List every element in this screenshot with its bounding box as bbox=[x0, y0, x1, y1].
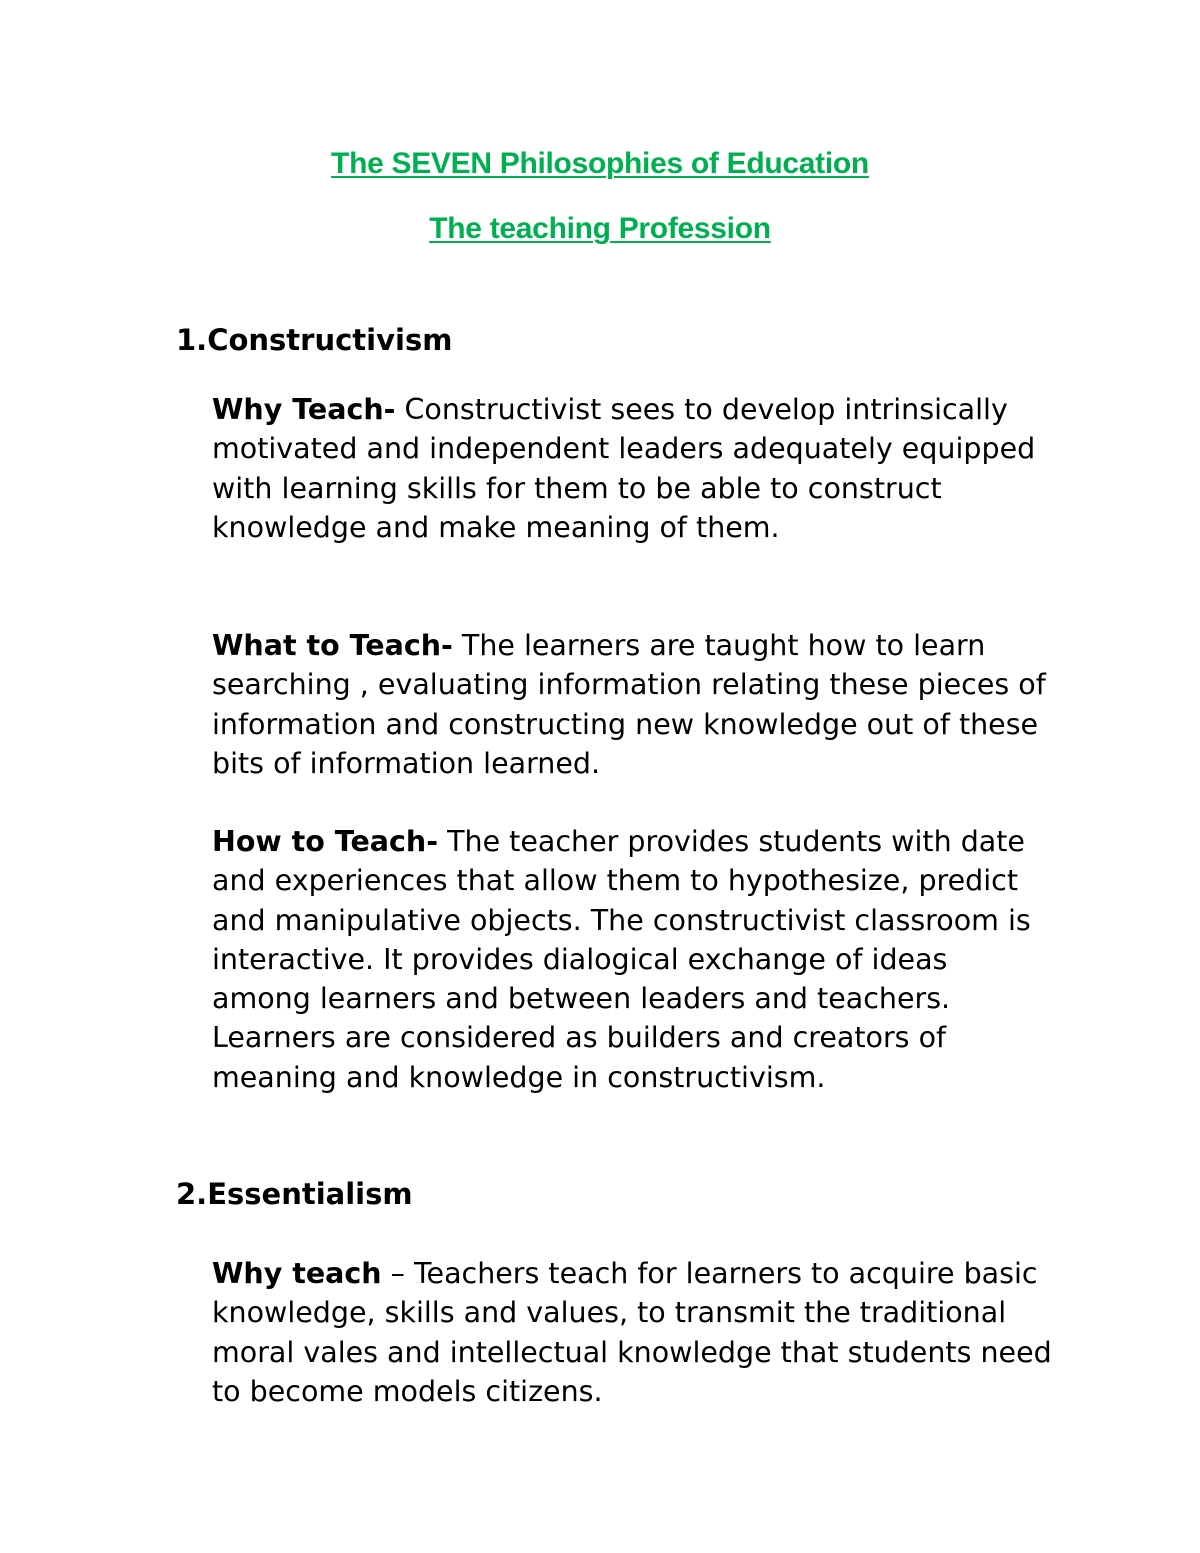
paragraph-why-teach-essentialism bbox=[212, 1254, 1052, 1411]
paragraph-why-teach-constructivism bbox=[212, 390, 1052, 547]
paragraph-text: The teacher provides students with date and experiences that allow them to hypothesize, predict and manipulative objects. The constructivist classroom is interactive. It provides dialogical exchange of ideas among learners and between leaders and teachers. Learners are considered as builders and creators of meaning and knowledge in constructivism. bbox=[212, 825, 1031, 1094]
paragraph-text: – Teachers teach for learners to acquire basic knowledge, skills and values, to transmit the traditional moral vales and intellectual knowledge that students need to become models citizens. bbox=[212, 1257, 1052, 1408]
document-title: The SEVEN Philosophies of Education bbox=[331, 147, 869, 180]
document-subtitle: The teaching Profession bbox=[429, 212, 771, 245]
paragraph-label: What to Teach- bbox=[212, 629, 453, 662]
paragraph-label: Why teach bbox=[212, 1257, 382, 1290]
paragraph-text: Constructivist sees to develop intrinsically motivated and independent leaders adequately equipped with learning skills for them to be able to construct knowledge and make meaning of them. bbox=[212, 393, 1036, 544]
paragraph-how-to-teach-constructivism bbox=[212, 822, 1052, 1097]
section-heading-constructivism: 1.Constructivism bbox=[176, 323, 453, 357]
paragraph-text: The learners are taught how to learn searching , evaluating information relating these pieces of information and constructing new knowledge out of these bits of information learned. bbox=[212, 629, 1046, 780]
paragraph-label: Why Teach- bbox=[212, 393, 396, 426]
paragraph-label: How to Teach- bbox=[212, 825, 439, 858]
paragraph-what-to-teach-constructivism bbox=[212, 626, 1052, 783]
section-heading-essentialism: 2.Essentialism bbox=[176, 1177, 413, 1211]
